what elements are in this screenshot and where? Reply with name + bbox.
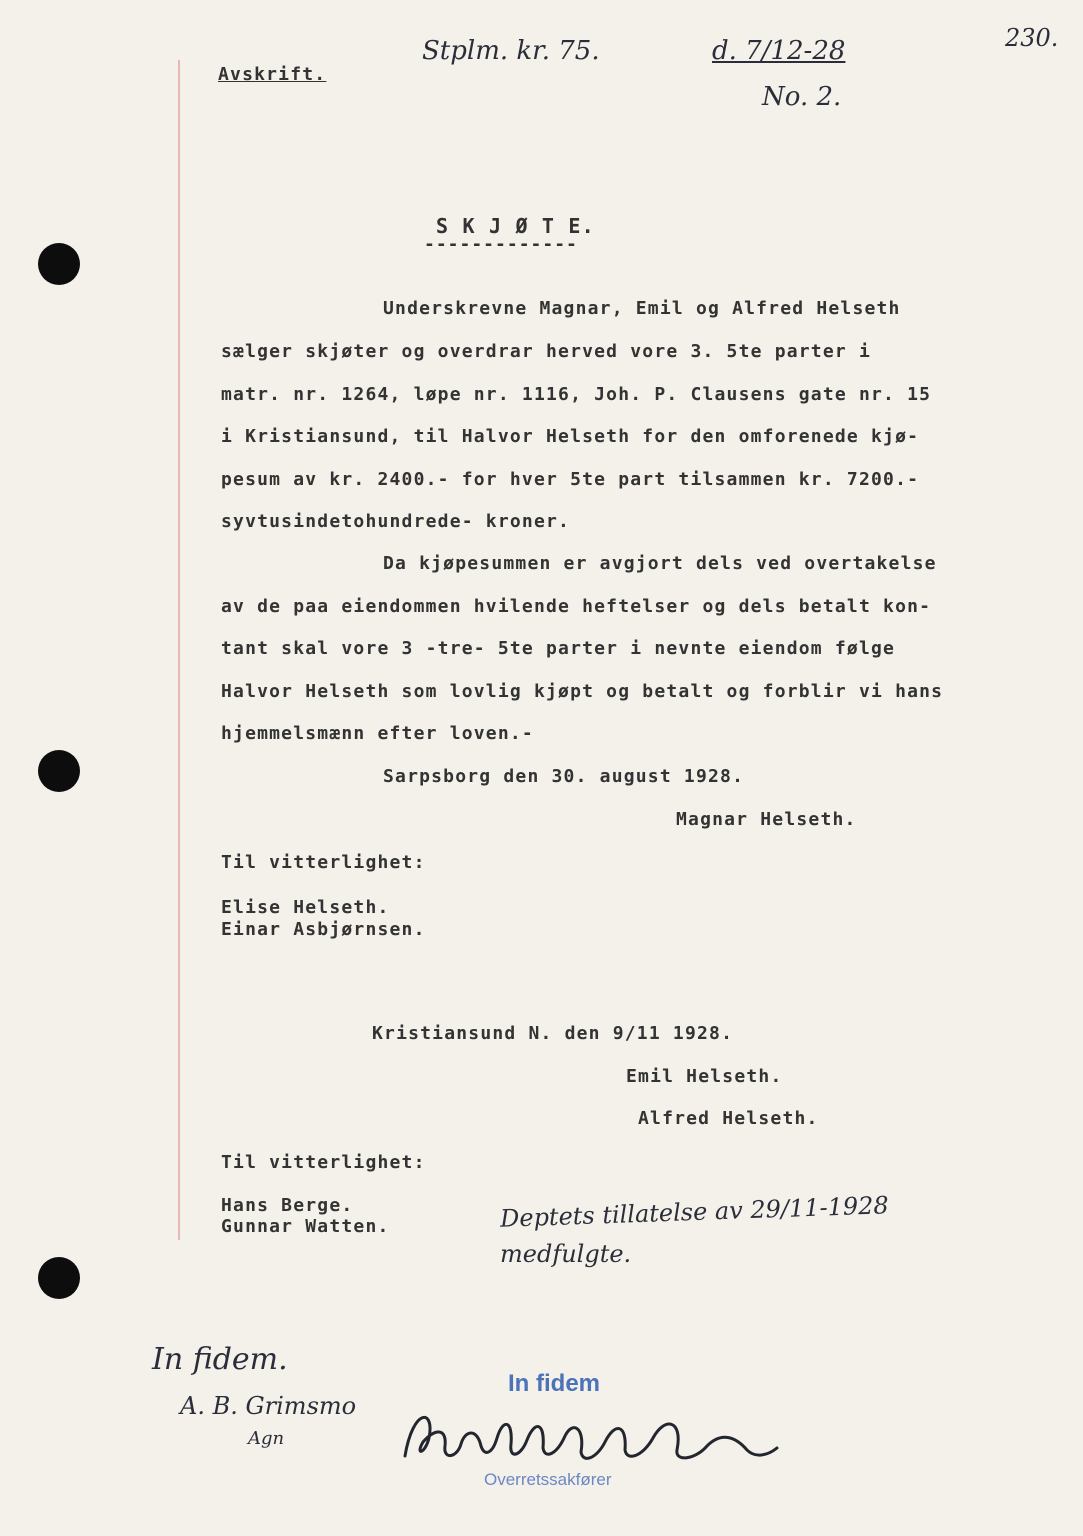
witness-label: Til vitterlighet: — [221, 1152, 426, 1173]
in-fidem-stamp: In fidem — [508, 1370, 601, 1397]
body-line: av de paa eiendommen hvilende heftelser og dels betalt kon- — [221, 596, 932, 617]
signer-name: Magnar Helseth. — [676, 809, 857, 830]
body-line: Halvor Helseth som lovlig kjøpt og betalt og forblir vi hans — [221, 681, 944, 702]
body-line: syvtusindetohundrede- kroner. — [221, 511, 571, 532]
witness-name: Hans Berge. — [221, 1195, 354, 1216]
body-line: pesum av kr. 2400.- for hver 5te part tilsammen kr. 7200.- — [221, 469, 920, 490]
title-underline: ------------- — [424, 234, 578, 255]
annotation-line: Deptets tillatelse av 29/11-1928 — [499, 1191, 890, 1233]
handwritten-signature-title: Agn — [248, 1428, 285, 1449]
number-ref: No. 2. — [762, 82, 842, 112]
body-line: Underskrevne Magnar, Emil og Alfred Helseth — [383, 298, 901, 319]
in-fidem-handwritten: In fidem. — [152, 1342, 288, 1377]
signer-name: Alfred Helseth. — [638, 1108, 819, 1129]
signer-name: Emil Helseth. — [626, 1066, 783, 1087]
witness-name: Elise Helseth. — [221, 897, 390, 918]
body-line: hjemmelsmænn efter loven.- — [221, 723, 534, 744]
signing-place-date: Kristiansund N. den 9/11 1928. — [372, 1023, 734, 1044]
body-line: Da kjøpesummen er avgjort dels ved overtakelse — [383, 553, 937, 574]
witness-name: Gunnar Watten. — [221, 1216, 390, 1237]
body-line: matr. nr. 1264, løpe nr. 1116, Joh. P. Clausens gate nr. 15 — [221, 384, 932, 405]
registry-ref: Stplm. kr. 75. — [422, 36, 600, 66]
lawyer-title-stamp: Overretssakfører — [484, 1470, 612, 1489]
witness-name: Einar Asbjørnsen. — [221, 919, 426, 940]
copy-label: Avskrift. — [218, 64, 327, 85]
date-ref: d. 7/12-28 — [712, 36, 846, 66]
body-line: sælger skjøter og overdrar herved vore 3. 5te parter i — [221, 341, 871, 362]
document-title: S K J Ø T E. — [436, 214, 595, 238]
annotation-line: medfulgte. — [500, 1240, 632, 1268]
punch-hole-bottom — [38, 1257, 80, 1299]
margin-line — [178, 60, 180, 1240]
punch-hole-top — [38, 243, 80, 285]
signature-scribble — [395, 1398, 785, 1478]
page-number: 230. — [1005, 24, 1059, 52]
handwritten-signature: A. B. Grimsmo — [180, 1392, 357, 1420]
body-line: i Kristiansund, til Halvor Helseth for den omforenede kjø- — [221, 426, 920, 447]
body-line: tant skal vore 3 -tre- 5te parter i nevnte eiendom følge — [221, 638, 896, 659]
witness-label: Til vitterlighet: — [221, 852, 426, 873]
signing-place-date: Sarpsborg den 30. august 1928. — [383, 766, 745, 787]
punch-hole-middle — [38, 750, 80, 792]
